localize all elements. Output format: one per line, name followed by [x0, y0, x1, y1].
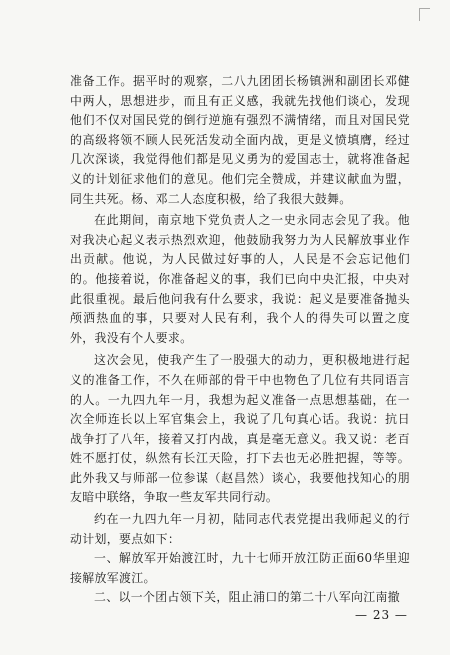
corner-mark	[419, 8, 430, 21]
paragraph-4: 约在一九四九年一月初，陆同志代表党提出我师起义的行动计划，要点如下：	[70, 512, 410, 546]
page-number: — 23 —	[355, 608, 408, 622]
paragraph-1: 准备工作。据平时的观察，二八九团团长杨镇洲和副团长邓健中两人，思想进步，而且有正义感，我就先找他们谈心，发现他们不仅对国民党的倒行逆施有强烈不满情绪，而且对国民党的高级将领不顾人民死活发动全面内战，更是义愤填膺，经过几次深谈，我觉得他们都是见义勇为的爱国志士，就将准备起义的计划征求他们的意见。他们完全赞成，并建议献血为盟，同生共死。杨、邓二人态度积极，给了我很大鼓舞。	[70, 74, 410, 206]
paragraph-3: 这次会见，使我产生了一股强大的动力，更积极地进行起义的准备工作，不久在师部的骨干中也物色了几位有共同语言的人。一九四九年一月，我想为起义准备一点思想基础，在一次全师连长以上军官集会上，我说了几句真心话。我说：抗日战争打了八年，接着又打内战，真是毫无意义。我又说：老百姓不愿打仗，纵然有长江天险，打下去也无必胜把握，等等。此外我又与师部一位参谋（赵昌然）谈心，我要他找知心的朋友暗中联络，争取一些友军共同行动。	[70, 353, 410, 505]
paragraph-5: 一、解放军开始渡江时，九十七师开放江防正面60华里迎接解放军渡江。	[70, 551, 410, 585]
paragraph-2: 在此期间，南京地下党负责人之一史永同志会见了我。他对我决心起义表示热烈欢迎，他鼓励我努力为人民解放事业作出贡献。他说，为人民做过好事的人，人民是不会忘记他们的。他接着说，你准备起义的事，我们已向中央汇报，中央对此很重视。最后他问我有什么要求，我说：起义是要准备抛头颅洒热血的事，只要对人民有利，我个人的得失可以置之度外，我没有个人要求。	[70, 213, 410, 345]
paragraph-6: 二、以一个团占领下关，阻止浦口的第二十八军向江南撤	[94, 590, 401, 605]
body-text	[70, 72, 410, 608]
